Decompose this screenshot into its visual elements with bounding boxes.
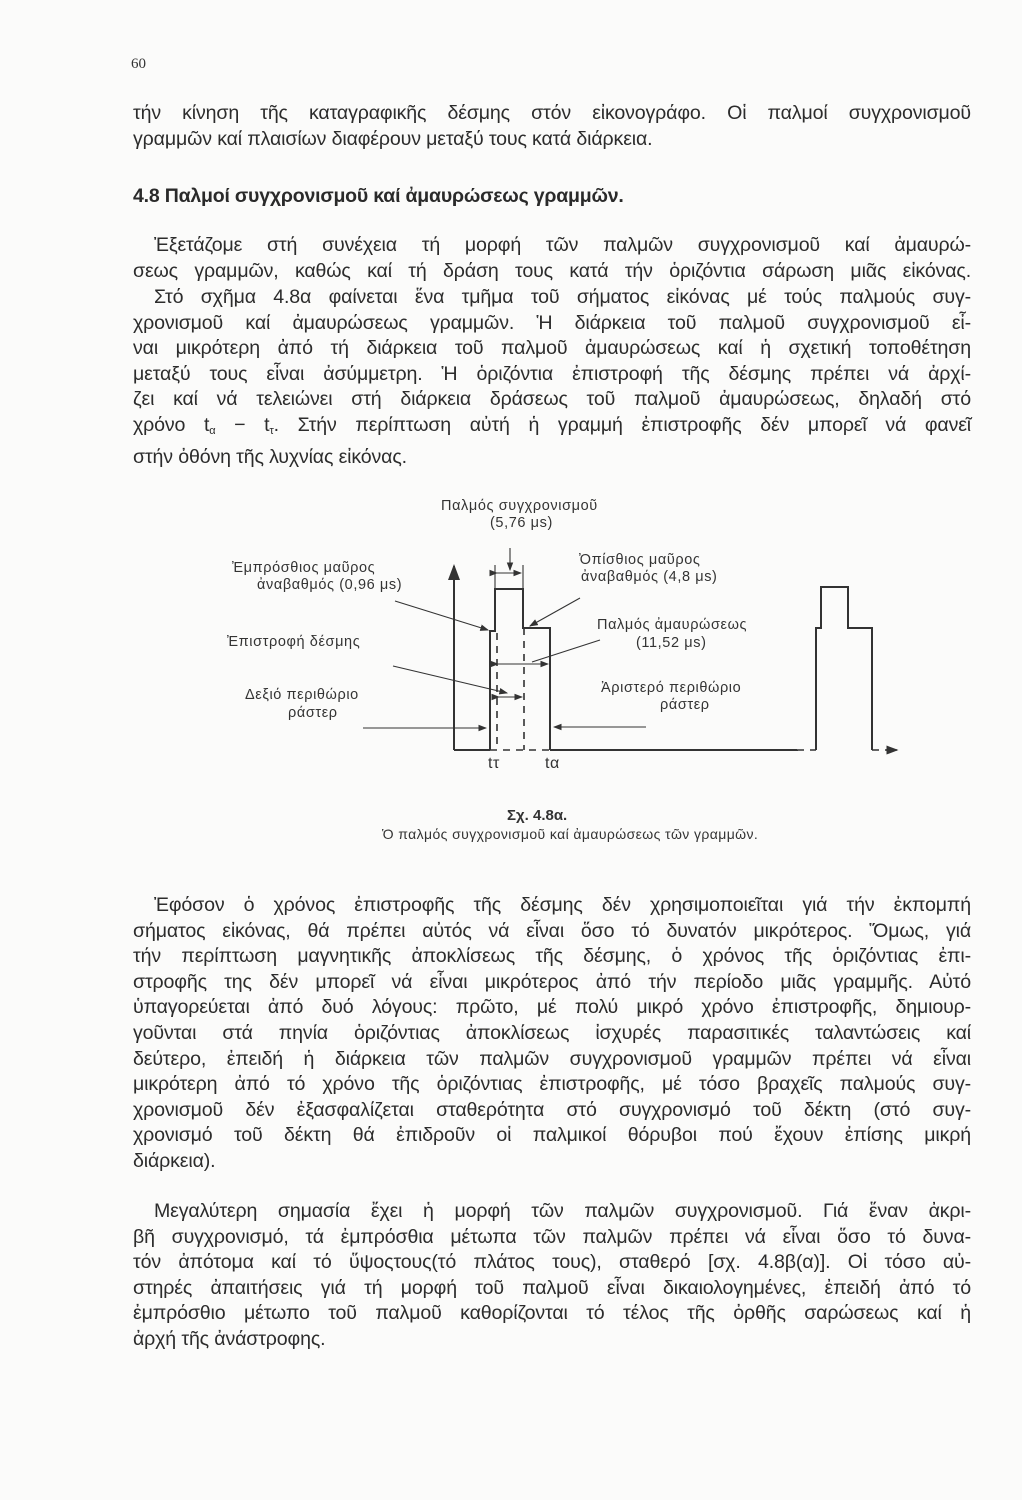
text-line: Μεγαλύτερη σημασία ἔχει ἡ μορφή τῶν παλμῶν συγχρονισμοῦ. Γιά ἕναν ἀκρι- [154, 1200, 971, 1222]
figure-caption-text: Ὁ παλμός συγχρονισμοῦ καί ἀμαυρώσεως τῶν γραμμῶν. [382, 826, 759, 842]
left-margin-label-1: Ἀριστερό περιθώριο [601, 680, 742, 696]
text-line: Στό σχῆμα 4.8α φαίνεται ἕνα τμῆμα τοῦ σήματος εἰκόνας μέ τούς παλμούς συγ- [154, 286, 971, 308]
text-line: μεταξύ τους εἶναι ἀσύμμετρη. Ἡ ὁριζόντια ἐπιστροφή τῆς δέσμης πρέπει νά ἀρχί- [133, 362, 971, 385]
formula-text: . Στήν περίπτωση αὐτή ἡ γραμμή ἐπιστροφῆς δέν μπορεῖ νά φανεῖ [273, 413, 972, 436]
baseline-active [550, 590, 797, 750]
formula-subscript: τ [269, 424, 274, 437]
blanking-pointer [532, 640, 600, 662]
text-line: μικρότερη ἀπό τό χρόνο τῆς ὁριζόντιας ἐπιστροφῆς, μέ τόσο βραχεῖς παλμούς συγ- [133, 1073, 971, 1096]
t-alpha-label: tα [545, 755, 560, 772]
text-line: στηρές ἀπαιτήσεις γιά τή μορφή τοῦ παλμοῦ εἶναι δικαιολογημένες, ἐπειδή ἀπό τό [133, 1276, 971, 1299]
text-line: σήματος εἰκόνας, θά πρέπει αὐτός νά εἶναι ὅσο τό δυνατόν μικρότερος. Ὅμως, γιά [133, 919, 971, 942]
text-line: σεως γραμμῶν, καθώς καί τή δράση τους κατά τήν ὁριζόντια σάρωση μιᾶς εἰκόνας. [133, 259, 971, 282]
text-line: ζει καί νά τελειώνει στή διάρκεια δράσεως τοῦ παλμοῦ ἀμαυρώσεως, δηλαδή στό [133, 388, 971, 411]
figure-4-8a [0, 480, 1022, 820]
t-tau-label: tτ [488, 755, 500, 772]
blanking-pulse-label-2: (11,52 μs) [636, 635, 707, 651]
text-line: γραμμῶν καί πλαισίων διαφέρουν μεταξύ τους κατά διάρκεια. [133, 127, 653, 150]
text-line: στροφῆς της δέν μπορεῖ νά εἶναι μικρότερος ἀπό τήν περίοδο μιᾶς γραμμῆς. Αὐτό [133, 970, 971, 993]
right-margin-label-1: Δεξιό περιθώριο [245, 687, 359, 703]
text-line: τήν περίπτωση μαγνητικῆς ἀποκλίσεως τῆς δέσμης, ὁ χρόνος τῆς ὁριζόντιας ἐπι- [133, 945, 971, 968]
front-porch-label-1: Ἐμπρόσθιος μαῦρος [232, 560, 376, 576]
back-porch-label-2: ἀναβαθμός (4,8 μs) [581, 569, 718, 585]
text-line: τόν ἀπότομα καί τό ὕψοςτους(τό πλάτος τους), σταθερό [σχ. 4.8β(α)]. Οἱ τόσο αὐ- [133, 1251, 971, 1274]
text-line: χρονισμοῦ δέν ἐξασφαλίζεται σταθερότητα στό συγχρονισμό τοῦ δέκτη (στό συγ- [133, 1098, 971, 1121]
text-line: δεύτερο, ἐπειδή ἡ διάρκεια τῶν παλμῶν συγχρονισμοῦ γραμμῶν πρέπει νά εἶναι [133, 1047, 971, 1070]
text-line: χρονισμό τοῦ δέκτη θά ἐπιδροῦν οἱ παλμικοί θόρυβοι πού ἔχουν ἐπίσης μικρή [133, 1124, 971, 1147]
front-porch-label-2: ἀναβαθμός (0,96 μs) [257, 577, 403, 593]
blanking-pulse-label-1: Παλμός ἀμαυρώσεως [597, 617, 748, 633]
formula-text: χρόνο t [133, 413, 210, 436]
right-margin-label-2: ράστερ [288, 705, 338, 721]
section-heading: 4.8 Παλμοί συγχρονισμοῦ καί ἀμαυρώσεως γραμμῶν. [133, 185, 624, 207]
sync-pulse-duration: (5,76 μs) [490, 515, 553, 531]
left-margin-label-2: ράστερ [660, 697, 710, 713]
text-line: ὑπαγορεύεται ἀπό δυό λόγους: πρῶτο, μέ πολύ μικρό χρόνο ἐπιστροφῆς, δημιουρ- [133, 996, 971, 1019]
text-line: χρονισμοῦ καί ἀμαυρώσεως γραμμῶν. Ἡ διάρκεια τοῦ παλμοῦ συγχρονισμοῦ εἶ- [133, 311, 971, 334]
back-porch-pointer [530, 598, 580, 626]
retrace-label: Ἐπιστροφή δέσμης [227, 634, 361, 650]
paragraph-4 [133, 1199, 971, 1353]
text-line: γοῦνται στά πηνία ὁριζόντιας ἀποκλίσεως ἰσχυρές παρασιτικές ταλαντώσεις καί [133, 1021, 971, 1044]
text-line: Ἐξετάζομε στή συνέχεια τή μορφή τῶν παλμῶν συγχρονισμοῦ καί ἀμαυρώ- [154, 234, 971, 256]
paragraph-2 [133, 285, 971, 470]
text-line: διάρκεια). [133, 1149, 216, 1172]
figure-caption-title: Σχ. 4.8α. [507, 807, 568, 824]
text-line: βῆ συγχρονισμό, τά ἐμπρόσθια μέτωπα τῶν παλμῶν πρέπει νά εἶναι ὅσο τό δυνα- [133, 1225, 971, 1248]
text-line: ναι μικρότερη ἀπό τή διάρκεια τοῦ παλμοῦ ἀμαυρώσεως καί ἡ σχετική τοποθέτηση [133, 337, 971, 360]
formula-line [133, 413, 971, 445]
sync-pulse-label: Παλμός συγχρονισμοῦ [441, 498, 598, 514]
formula-text: − t [215, 413, 270, 436]
paragraph-1 [133, 233, 971, 284]
blanking-pulse-2 [816, 587, 872, 750]
text-line: ἀρχή τῆς ἀνάστροφης. [133, 1327, 326, 1350]
text-line: στήν ὀθόνη τῆς λυχνίας εἰκόνας. [133, 445, 407, 468]
paragraph-3 [133, 893, 971, 1175]
text-line: ἐμπρόσθιο μέτωπο τοῦ παλμοῦ καθορίζονται τό τέλος τῆς ὀρθῆς σαρώσεως καί ἡ [133, 1302, 971, 1325]
blanking-pulse-1 [490, 589, 550, 750]
front-porch-pointer [395, 601, 488, 630]
back-porch-label-1: Ὀπίσθιος μαῦρος [579, 552, 701, 568]
formula-subscript: α [209, 424, 216, 437]
text-line: Ἐφόσον ὁ χρόνος ἐπιστροφῆς τῆς δέσμης δέν χρησιμοποιεῖται γιά τήν ἐκπομπή [154, 894, 971, 916]
page-number: 60 [131, 56, 146, 72]
intro-paragraph [133, 101, 971, 152]
text-line: τήν κίνηση τῆς καταγραφικῆς δέσμης στόν εἰκονογράφο. Οἱ παλμοί συγχρονισμοῦ [133, 102, 971, 124]
